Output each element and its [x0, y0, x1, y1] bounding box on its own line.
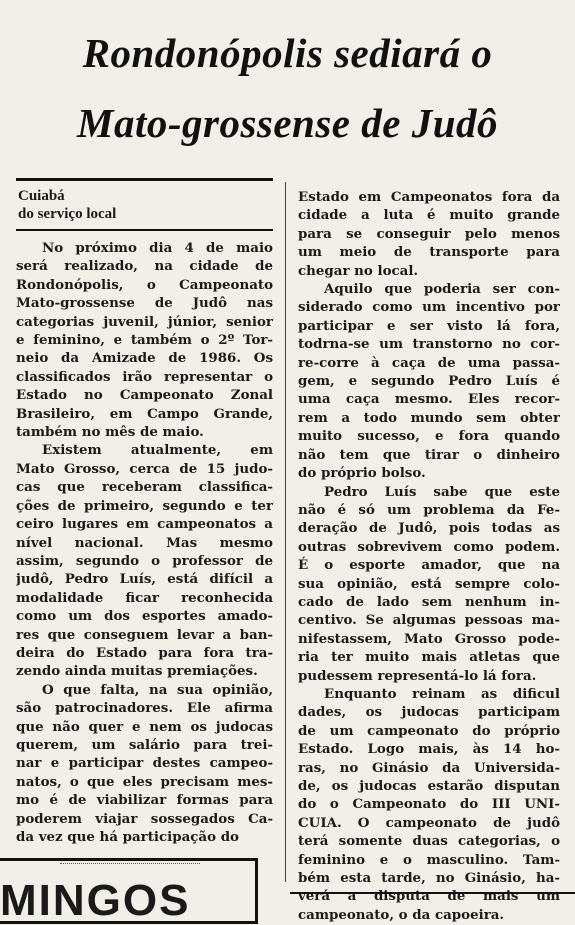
- text-line: Aquilo que poderia ser con-: [324, 281, 560, 298]
- right-column-text: [298, 188, 560, 924]
- paragraph: [298, 280, 560, 482]
- article-column-right: [298, 188, 560, 924]
- text-line: do próprio bolso.: [298, 465, 426, 482]
- paragraph: [298, 483, 560, 685]
- byline-place: Cuiabá: [18, 188, 65, 204]
- text-line: do o Campeonato do III UNI-: [298, 796, 560, 813]
- text-line: será realizado, na cidade de: [16, 258, 273, 275]
- text-line: de, os judocas estarão disputan: [298, 778, 560, 794]
- text-line: participar e ser visto lá fora,: [298, 317, 560, 334]
- text-line: zendo ainda muitas premiações.: [16, 663, 258, 680]
- text-line: mo é de viabilizar formas para: [16, 792, 273, 809]
- text-line: res que conseguem levar a ban-: [16, 626, 273, 643]
- text-line: poderem viajar sossegados Ca-: [16, 810, 273, 827]
- text-line: como um dos esportes amado-: [16, 608, 273, 625]
- text-line: re-corre à caça de uma passa-: [298, 354, 560, 371]
- text-line: deração de Judô, pois todas as: [298, 520, 560, 537]
- text-line: chegar no local.: [298, 262, 419, 279]
- text-line: Pedro Luís sabe que este: [324, 483, 560, 500]
- text-line: feminino e o masculino. Tam-: [298, 851, 560, 868]
- text-line: Mato-grossense de Judô nas: [16, 295, 273, 312]
- text-line: que não quer e nem os judocas: [16, 718, 273, 735]
- paragraph: [298, 685, 560, 924]
- byline-source: do serviço local: [18, 206, 117, 222]
- text-line: O que falta, na sua opinião,: [42, 681, 273, 698]
- text-line: ções de primeiro, segundo e ter: [16, 497, 273, 514]
- headline-line-2: Mato-grossense de Judô: [76, 100, 499, 146]
- text-line: para se conseguir pelo menos: [298, 225, 560, 242]
- text-line: centivo. Se algumas pessoas ma-: [298, 612, 560, 629]
- text-line: modalidade ficar reconhecida: [16, 589, 273, 606]
- text-line: um meio de transporte para: [298, 244, 560, 261]
- text-line: outras sobrevivem como podem.: [298, 538, 560, 555]
- text-line: No próximo dia 4 de maio: [42, 240, 273, 256]
- byline-rule-bottom: [16, 229, 273, 231]
- text-line: deira do Estado para fora tra-: [16, 644, 273, 661]
- text-line: classificados irão representar o: [16, 368, 273, 385]
- text-line: campeonato, o da capoeira.: [298, 906, 505, 923]
- text-line: cas que receberam classifica-: [16, 479, 273, 496]
- text-line: Estado em Campeonatos fora da: [298, 189, 560, 205]
- text-line: ceiro lugares em campeonatos a: [16, 516, 273, 533]
- text-line: categorias juvenil, júnior, senior: [16, 313, 273, 330]
- text-line: sua opinião, está sempre colo-: [298, 575, 560, 592]
- text-line: são patrocinadores. Ele afirma: [16, 700, 273, 717]
- text-line: bém esta tarde, no Ginásio, ha-: [298, 870, 560, 887]
- text-line: neio da Amizade de 1986. Os: [16, 350, 273, 367]
- text-line: todrna-se um transtorno no cor-: [298, 336, 560, 353]
- bottom-rule: [290, 892, 575, 894]
- text-line: cidade a luta é muito grande: [298, 207, 560, 224]
- text-line: não é só um problema da Fe-: [298, 501, 560, 518]
- text-line: da vez que há participação do: [16, 829, 239, 845]
- text-line: nível nacional. Mas mesmo: [16, 534, 273, 551]
- text-line: não tem que tirar o dinheiro: [298, 446, 560, 463]
- text-line: de um campeonato do próprio: [298, 722, 560, 739]
- article-column-left: [16, 178, 273, 846]
- text-line: uma caça mesmo. Eles recor-: [298, 391, 560, 408]
- text-line: gem, e segundo Pedro Luís é: [298, 373, 560, 390]
- text-line: Brasileiro, em Campo Grande,: [16, 405, 273, 422]
- paragraph: [16, 681, 273, 847]
- text-line: natos, o que eles precisam mes-: [16, 773, 273, 790]
- text-line: Estado. Logo mais, às 14 ho-: [298, 741, 560, 758]
- text-line: CUIA. O campeonato de judô: [298, 814, 560, 831]
- text-line: Estado no Campeonato Zonal: [16, 387, 273, 404]
- next-article-teaser: MINGOS: [0, 876, 191, 925]
- byline-rule-top: [16, 178, 273, 181]
- text-line: Mato Grosso, cerca de 15 judo-: [16, 460, 273, 477]
- text-line: cado de lado sem nenhum in-: [298, 593, 560, 610]
- text-line: rem a todo mundo sem obter: [298, 409, 560, 426]
- next-article-box: [0, 858, 258, 924]
- text-line: siderado como um incentivo por: [298, 299, 560, 316]
- text-line: nifestassem, Mato Grosso pode-: [298, 630, 560, 647]
- dotted-rule: [60, 863, 200, 866]
- headline: [0, 18, 575, 158]
- text-line: ras, no Ginásio da Universida-: [298, 759, 560, 776]
- text-line: ria ter muito mais atletas que: [298, 649, 560, 666]
- text-line: Rondonópolis, o Campeonato: [16, 276, 273, 293]
- text-line: pudessem representá-lo lá fora.: [298, 667, 537, 684]
- text-line: judô, Pedro Luís, está difícil a: [16, 571, 273, 588]
- text-line: dades, os judocas participam: [298, 704, 560, 721]
- text-line: Enquanto reinam as dificul: [324, 685, 560, 702]
- text-line: verá a disputa de mais um: [298, 888, 560, 905]
- left-column-text: [16, 239, 273, 846]
- headline-line-1: Rondonópolis sediará o: [82, 30, 493, 76]
- paragraph: [298, 188, 560, 280]
- text-line: muito sucesso, e fora quando: [298, 428, 560, 445]
- text-line: e feminino, e também o 2º Tor-: [16, 332, 273, 349]
- text-line: assim, segundo o professor de: [16, 552, 273, 569]
- text-line: É o esporte amador, que na: [298, 557, 560, 574]
- text-line: nar e participar destes campeo-: [16, 755, 273, 772]
- paragraph: [16, 441, 273, 680]
- column-divider: [285, 182, 286, 882]
- paragraph: [16, 239, 273, 441]
- text-line: terá somente duas categorias, o: [298, 833, 560, 850]
- text-line: também no mês de maio.: [16, 424, 204, 441]
- text-line: Existem atualmente, em: [42, 442, 273, 459]
- text-line: querem, um salário para trei-: [16, 736, 273, 753]
